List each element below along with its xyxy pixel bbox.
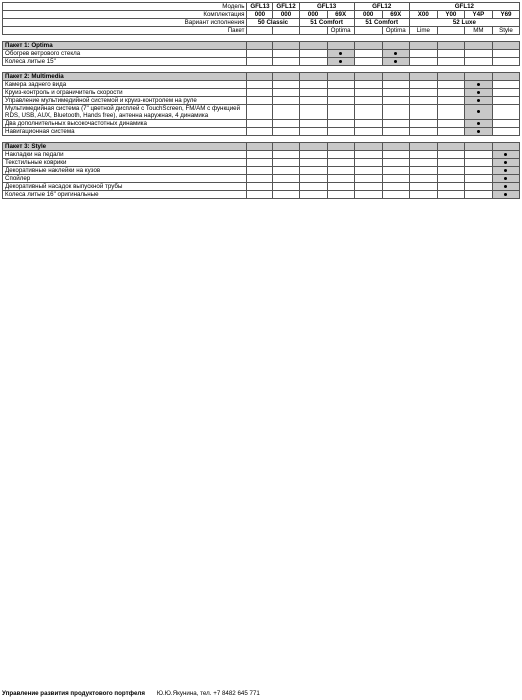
spacer-cell: [354, 66, 382, 73]
header-row-config: [3, 11, 520, 19]
option-cell: [273, 50, 299, 58]
header-cell: Lime: [409, 27, 437, 35]
section-header-cell: [382, 73, 409, 81]
option-cell: [327, 81, 354, 89]
header-label: Пакет: [3, 27, 247, 35]
header-row-package: [3, 27, 520, 35]
option-cell: [247, 120, 273, 128]
option-cell: [492, 58, 519, 66]
header-cell: [247, 27, 273, 35]
section-header-cell: [354, 143, 382, 151]
table-row: [3, 151, 520, 159]
option-cell: [327, 175, 354, 183]
header-label: Модель: [3, 3, 247, 11]
option-name: Мультимедийная система (7" цветной дисплей с TouchScreen, FM/AM с функцией RDS, USB, AUX, Bluetooth, Hands free), антенна наружная, 4 динамика: [3, 105, 247, 120]
option-cell: [464, 191, 492, 199]
option-cell: [464, 81, 492, 89]
option-cell: [247, 191, 273, 199]
option-cell: [273, 191, 299, 199]
option-cell: [354, 89, 382, 97]
table-row: [3, 81, 520, 89]
spacer-cell: [247, 66, 273, 73]
option-cell: [464, 175, 492, 183]
option-cell: [299, 50, 327, 58]
option-cell: [247, 58, 273, 66]
header-group-cell: 50 Classic: [247, 19, 299, 27]
option-cell: [327, 120, 354, 128]
spacer-cell: [3, 136, 247, 143]
included-dot-icon: [504, 169, 507, 172]
section-header-cell: [437, 73, 464, 81]
option-cell: [327, 97, 354, 105]
option-cell: [273, 58, 299, 66]
option-cell: [247, 159, 273, 167]
option-cell: [409, 128, 437, 136]
option-cell: [382, 183, 409, 191]
spacer-cell: [382, 35, 409, 42]
option-cell: [273, 183, 299, 191]
section-header-cell: [409, 143, 437, 151]
option-name: Спойлер: [3, 175, 247, 183]
option-cell: [299, 191, 327, 199]
option-cell: [409, 159, 437, 167]
header-cell: 000: [273, 11, 299, 19]
option-cell: [492, 159, 519, 167]
option-cell: [492, 120, 519, 128]
section-header-cell: [409, 73, 437, 81]
header-cell: Y4P: [464, 11, 492, 19]
spacer-row: [3, 66, 520, 73]
option-cell: [464, 167, 492, 175]
included-dot-icon: [339, 52, 342, 55]
header-cell: GFL13: [247, 3, 273, 11]
option-cell: [382, 89, 409, 97]
header-cell: 000: [247, 11, 273, 19]
table-body: [3, 3, 520, 199]
included-dot-icon: [477, 91, 480, 94]
option-cell: [354, 151, 382, 159]
option-cell: [327, 50, 354, 58]
option-cell: [464, 105, 492, 120]
section-header-cell: [382, 42, 409, 50]
option-cell: [492, 191, 519, 199]
table-row: [3, 105, 520, 120]
section-header-cell: [464, 143, 492, 151]
option-cell: [299, 105, 327, 120]
option-cell: [247, 81, 273, 89]
option-cell: [247, 151, 273, 159]
included-dot-icon: [504, 185, 507, 188]
option-cell: [299, 81, 327, 89]
option-cell: [299, 97, 327, 105]
option-cell: [247, 89, 273, 97]
spacer-cell: [273, 136, 299, 143]
section-header-cell: [492, 73, 519, 81]
option-cell: [382, 175, 409, 183]
option-cell: [492, 97, 519, 105]
section-header-cell: [354, 73, 382, 81]
option-cell: [437, 151, 464, 159]
section-header-cell: [299, 42, 327, 50]
option-cell: [247, 128, 273, 136]
spacer-cell: [273, 35, 299, 42]
option-cell: [327, 105, 354, 120]
header-cell: Optima: [327, 27, 354, 35]
included-dot-icon: [477, 110, 480, 113]
section-header-cell: [437, 42, 464, 50]
option-cell: [409, 183, 437, 191]
header-cell: [273, 27, 299, 35]
option-cell: [382, 191, 409, 199]
spacer-cell: [382, 66, 409, 73]
option-cell: [327, 167, 354, 175]
section-header-cell: [327, 73, 354, 81]
spacer-cell: [437, 66, 464, 73]
option-cell: [247, 97, 273, 105]
spacer-cell: [247, 136, 273, 143]
option-name: Колеса литые 15": [3, 58, 247, 66]
option-cell: [247, 105, 273, 120]
option-cell: [409, 50, 437, 58]
spacer-cell: [327, 35, 354, 42]
option-cell: [464, 120, 492, 128]
included-dot-icon: [477, 130, 480, 133]
footer-org: Управление развития продуктового портфеля: [2, 690, 145, 697]
option-cell: [382, 167, 409, 175]
option-cell: [382, 105, 409, 120]
option-cell: [273, 89, 299, 97]
option-cell: [273, 120, 299, 128]
spacer-cell: [492, 35, 519, 42]
option-name: Текстильные коврики: [3, 159, 247, 167]
section-header-cell: [327, 143, 354, 151]
section-header-cell: [464, 42, 492, 50]
option-name: Круиз-контроль и ограничитель скорости: [3, 89, 247, 97]
option-cell: [299, 128, 327, 136]
option-cell: [299, 120, 327, 128]
header-label: Комплектация: [3, 11, 247, 19]
option-cell: [299, 151, 327, 159]
option-name: Декоративный насадок выпускной трубы: [3, 183, 247, 191]
header-cell: [299, 27, 327, 35]
option-cell: [492, 167, 519, 175]
section-header-cell: [464, 73, 492, 81]
option-cell: [409, 191, 437, 199]
spacer-cell: [437, 35, 464, 42]
option-cell: [382, 81, 409, 89]
included-dot-icon: [504, 177, 507, 180]
option-cell: [437, 58, 464, 66]
section-header-cell: [437, 143, 464, 151]
option-cell: [354, 167, 382, 175]
section-title: Пакет 3: Style: [3, 143, 247, 151]
option-cell: [409, 58, 437, 66]
page-footer: [2, 690, 260, 698]
option-cell: [437, 175, 464, 183]
table-row: [3, 159, 520, 167]
option-cell: [327, 128, 354, 136]
option-cell: [492, 81, 519, 89]
option-cell: [354, 58, 382, 66]
section-header-cell: [492, 42, 519, 50]
section-header-row: [3, 143, 520, 151]
section-header-cell: [247, 42, 273, 50]
section-header-cell: [273, 42, 299, 50]
option-cell: [492, 183, 519, 191]
option-cell: [492, 175, 519, 183]
option-cell: [464, 97, 492, 105]
section-title: Пакет 1: Optima: [3, 42, 247, 50]
section-header-cell: [299, 73, 327, 81]
option-cell: [327, 159, 354, 167]
spacer-cell: [354, 35, 382, 42]
option-cell: [464, 183, 492, 191]
option-cell: [437, 183, 464, 191]
option-cell: [437, 105, 464, 120]
option-cell: [247, 50, 273, 58]
option-name: Колеса литые 16" оригинальные: [3, 191, 247, 199]
option-cell: [464, 151, 492, 159]
section-header-cell: [354, 42, 382, 50]
spacer-cell: [382, 136, 409, 143]
option-cell: [409, 89, 437, 97]
table-row: [3, 191, 520, 199]
header-cell: MM: [464, 27, 492, 35]
option-cell: [409, 97, 437, 105]
option-cell: [327, 58, 354, 66]
header-cell: 69X: [382, 11, 409, 19]
footer-contact: Ю.Ю.Якунина, тел. +7 8482 645 771: [156, 690, 260, 697]
spacer-cell: [299, 66, 327, 73]
option-cell: [354, 50, 382, 58]
option-name: Управление мультимедийной системой и круиз-контролем на руле: [3, 97, 247, 105]
option-cell: [492, 89, 519, 97]
included-dot-icon: [477, 122, 480, 125]
header-cell: Optima: [382, 27, 409, 35]
option-cell: [299, 58, 327, 66]
option-cell: [327, 191, 354, 199]
spacer-cell: [409, 66, 437, 73]
spacer-cell: [299, 136, 327, 143]
option-cell: [273, 105, 299, 120]
header-cell: Y69: [492, 11, 519, 19]
option-cell: [437, 120, 464, 128]
option-cell: [247, 183, 273, 191]
option-cell: [437, 89, 464, 97]
option-cell: [273, 151, 299, 159]
option-cell: [273, 175, 299, 183]
option-cell: [464, 50, 492, 58]
option-cell: [464, 159, 492, 167]
option-name: Декоративные наклейки на кузов: [3, 167, 247, 175]
option-cell: [409, 81, 437, 89]
header-cell: [437, 27, 464, 35]
option-cell: [382, 50, 409, 58]
option-name: Навигационная система: [3, 128, 247, 136]
option-cell: [409, 105, 437, 120]
option-cell: [299, 159, 327, 167]
option-cell: [464, 89, 492, 97]
option-cell: [247, 175, 273, 183]
option-cell: [299, 167, 327, 175]
option-cell: [437, 159, 464, 167]
section-header-row: [3, 42, 520, 50]
included-dot-icon: [477, 83, 480, 86]
table-row: [3, 120, 520, 128]
spacer-cell: [327, 66, 354, 73]
header-cell: X00: [409, 11, 437, 19]
option-cell: [382, 58, 409, 66]
option-cell: [437, 191, 464, 199]
option-cell: [354, 183, 382, 191]
option-cell: [273, 128, 299, 136]
table-row: [3, 50, 520, 58]
spacer-cell: [492, 66, 519, 73]
header-cell: 000: [354, 11, 382, 19]
section-header-cell: [273, 73, 299, 81]
included-dot-icon: [339, 60, 342, 63]
spacer-cell: [327, 136, 354, 143]
included-dot-icon: [477, 99, 480, 102]
header-cell: 69X: [327, 11, 354, 19]
option-cell: [354, 105, 382, 120]
section-header-cell: [382, 143, 409, 151]
header-cell: Style: [492, 27, 519, 35]
table-row: [3, 167, 520, 175]
header-group-cell: GFL13: [299, 3, 354, 11]
header-group-cell: 52 Luxe: [409, 19, 519, 27]
section-header-cell: [247, 73, 273, 81]
header-row-model: [3, 3, 520, 11]
option-cell: [409, 167, 437, 175]
table-row: [3, 175, 520, 183]
option-cell: [273, 81, 299, 89]
section-header-cell: [409, 42, 437, 50]
section-header-cell: [247, 143, 273, 151]
spacer-cell: [409, 35, 437, 42]
header-group-cell: GFL12: [409, 3, 519, 11]
header-group-cell: 51 Comfort: [299, 19, 354, 27]
table-row: [3, 97, 520, 105]
option-cell: [299, 89, 327, 97]
option-cell: [299, 183, 327, 191]
option-cell: [437, 167, 464, 175]
option-cell: [273, 159, 299, 167]
option-cell: [409, 151, 437, 159]
option-name: Два дополнительных высокочастотных динамика: [3, 120, 247, 128]
option-cell: [382, 128, 409, 136]
spacer-cell: [354, 136, 382, 143]
table-row: [3, 58, 520, 66]
options-table: [2, 2, 520, 199]
header-cell: GFL12: [273, 3, 299, 11]
option-cell: [354, 97, 382, 105]
option-cell: [273, 167, 299, 175]
included-dot-icon: [504, 161, 507, 164]
option-name: Обогрев ветрового стекла: [3, 50, 247, 58]
option-cell: [409, 175, 437, 183]
option-cell: [247, 167, 273, 175]
spacer-cell: [273, 66, 299, 73]
included-dot-icon: [504, 193, 507, 196]
header-group-cell: GFL12: [354, 3, 409, 11]
spacer-cell: [3, 66, 247, 73]
option-cell: [409, 120, 437, 128]
section-header-cell: [299, 143, 327, 151]
header-cell: Y00: [437, 11, 464, 19]
option-cell: [327, 151, 354, 159]
spacer-row: [3, 136, 520, 143]
table-row: [3, 128, 520, 136]
option-name: Накладки на педали: [3, 151, 247, 159]
header-label: Вариант исполнения: [3, 19, 247, 27]
spacer-cell: [409, 136, 437, 143]
included-dot-icon: [504, 153, 507, 156]
option-cell: [464, 128, 492, 136]
spacer-cell: [464, 136, 492, 143]
option-cell: [437, 97, 464, 105]
option-cell: [299, 175, 327, 183]
header-row-variant: [3, 19, 520, 27]
option-cell: [437, 81, 464, 89]
spacer-cell: [3, 35, 247, 42]
option-cell: [354, 120, 382, 128]
option-cell: [492, 128, 519, 136]
option-cell: [382, 159, 409, 167]
spacer-cell: [437, 136, 464, 143]
section-header-cell: [492, 143, 519, 151]
option-cell: [327, 183, 354, 191]
option-cell: [354, 81, 382, 89]
spacer-cell: [464, 66, 492, 73]
spacer-cell: [247, 35, 273, 42]
spacer-cell: [492, 136, 519, 143]
options-sheet: [2, 2, 520, 199]
spacer-cell: [299, 35, 327, 42]
option-name: Камера заднего вида: [3, 81, 247, 89]
option-cell: [273, 97, 299, 105]
section-header-cell: [273, 143, 299, 151]
section-title: Пакет 2: Multimedia: [3, 73, 247, 81]
table-row: [3, 89, 520, 97]
spacer-row: [3, 35, 520, 42]
option-cell: [382, 97, 409, 105]
option-cell: [492, 151, 519, 159]
option-cell: [382, 151, 409, 159]
option-cell: [327, 89, 354, 97]
header-cell: 000: [299, 11, 327, 19]
section-header-row: [3, 73, 520, 81]
table-row: [3, 183, 520, 191]
spacer-cell: [464, 35, 492, 42]
option-cell: [382, 120, 409, 128]
included-dot-icon: [394, 52, 397, 55]
option-cell: [437, 50, 464, 58]
header-group-cell: 51 Comfort: [354, 19, 409, 27]
option-cell: [492, 105, 519, 120]
option-cell: [464, 58, 492, 66]
option-cell: [354, 128, 382, 136]
option-cell: [354, 175, 382, 183]
option-cell: [354, 159, 382, 167]
included-dot-icon: [394, 60, 397, 63]
header-cell: [354, 27, 382, 35]
option-cell: [354, 191, 382, 199]
option-cell: [492, 50, 519, 58]
option-cell: [437, 128, 464, 136]
section-header-cell: [327, 42, 354, 50]
